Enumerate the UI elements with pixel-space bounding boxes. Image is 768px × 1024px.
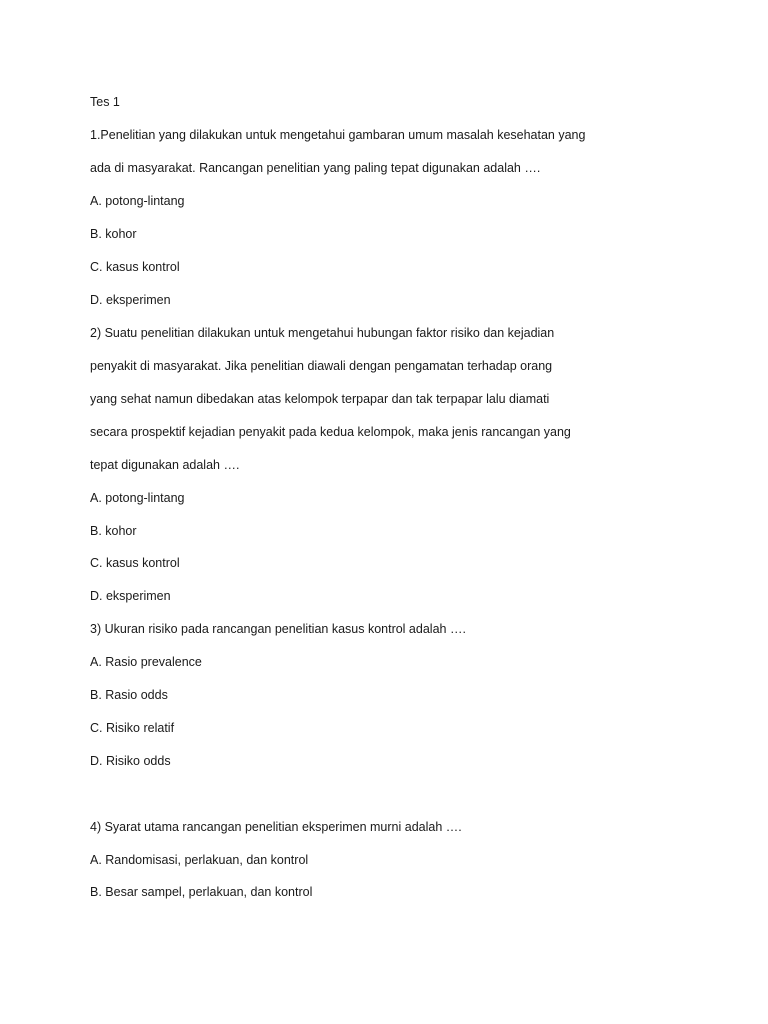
q2-text-line-2: penyakit di masyarakat. Jika penelitian diawali dengan pengamatan terhadap orang: [90, 359, 553, 373]
q3-option-b: B. Rasio odds: [90, 688, 168, 702]
q1-text-line-2: ada di masyarakat. Rancangan penelitian yang paling tepat digunakan adalah ….: [90, 161, 541, 175]
q2-text-line-5: tepat digunakan adalah ….: [90, 458, 240, 472]
q2-text-line-1: 2) Suatu penelitian dilakukan untuk mengetahui hubungan faktor risiko dan kejadian: [90, 326, 555, 340]
q3-option-c: C. Risiko relatif: [90, 721, 175, 735]
q4-option-a: A. Randomisasi, perlakuan, dan kontrol: [90, 853, 309, 867]
q1-option-a: A. potong-lintang: [90, 194, 185, 208]
q2-text-line-3: yang sehat namun dibedakan atas kelompok terpapar dan tak terpapar lalu diamati: [90, 392, 550, 406]
document-title: Tes 1: [90, 95, 120, 109]
q3-option-d: D. Risiko odds: [90, 754, 171, 768]
q2-option-a: A. potong-lintang: [90, 491, 185, 505]
q1-option-c: C. kasus kontrol: [90, 260, 180, 274]
q2-text-line-4: secara prospektif kejadian penyakit pada kedua kelompok, maka jenis rancangan yang: [90, 425, 571, 439]
q2-option-c: C. kasus kontrol: [90, 556, 180, 570]
q1-option-b: B. kohor: [90, 227, 137, 241]
q3-option-a: A. Rasio prevalence: [90, 655, 202, 669]
q3-text-line-1: 3) Ukuran risiko pada rancangan penelitian kasus kontrol adalah ….: [90, 622, 466, 636]
q2-option-d: D. eksperimen: [90, 589, 171, 603]
q4-option-b: B. Besar sampel, perlakuan, dan kontrol: [90, 885, 313, 899]
q4-text-line-1: 4) Syarat utama rancangan penelitian eksperimen murni adalah ….: [90, 820, 462, 834]
q2-option-b: B. kohor: [90, 524, 137, 538]
q1-text-line-1: 1.Penelitian yang dilakukan untuk mengetahui gambaran umum masalah kesehatan yang: [90, 128, 586, 142]
q1-option-d: D. eksperimen: [90, 293, 171, 307]
